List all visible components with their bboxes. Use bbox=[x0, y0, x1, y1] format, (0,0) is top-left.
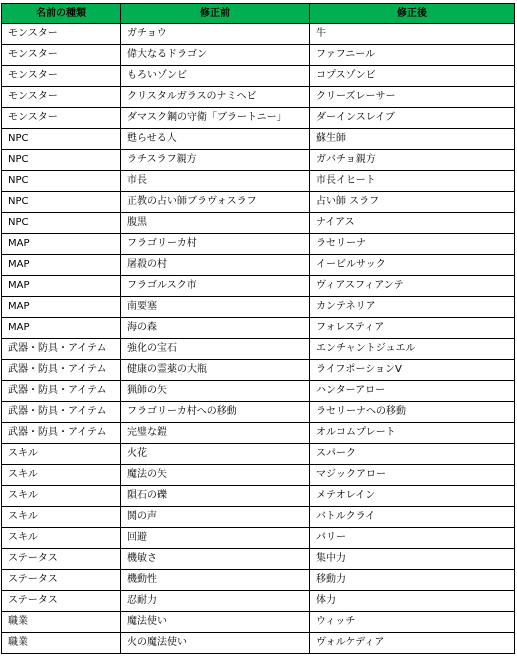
cell-name-type: 武器・防具・アイテム bbox=[2, 402, 121, 423]
table-row bbox=[2, 402, 515, 423]
cell-before: 回避 bbox=[121, 528, 310, 549]
table-row bbox=[2, 381, 515, 402]
cell-name-type: スキル bbox=[2, 528, 121, 549]
cell-after: ラセリーナ bbox=[310, 234, 515, 255]
cell-after: スパーク bbox=[310, 444, 515, 465]
cell-name-type: モンスター bbox=[2, 24, 121, 45]
cell-name-type: NPC bbox=[2, 150, 121, 171]
table-row bbox=[2, 612, 515, 633]
cell-before: ラチスラフ親方 bbox=[121, 150, 310, 171]
cell-after: カンテネリア bbox=[310, 297, 515, 318]
header-before: 修正前 bbox=[121, 4, 310, 24]
rename-table-container bbox=[1, 3, 515, 654]
table-row bbox=[2, 507, 515, 528]
cell-name-type: MAP bbox=[2, 234, 121, 255]
cell-before: 火の魔法使い bbox=[121, 633, 310, 654]
cell-name-type: NPC bbox=[2, 171, 121, 192]
cell-after: 牛 bbox=[310, 24, 515, 45]
table-row bbox=[2, 213, 515, 234]
cell-after: ダーインスレイブ bbox=[310, 108, 515, 129]
cell-before: 腹黒 bbox=[121, 213, 310, 234]
cell-before: 隕石の礫 bbox=[121, 486, 310, 507]
cell-before: ダマスク鋼の守衛「ブラートニー」 bbox=[121, 108, 310, 129]
table-row bbox=[2, 192, 515, 213]
table-row bbox=[2, 339, 515, 360]
cell-name-type: NPC bbox=[2, 129, 121, 150]
cell-name-type: 武器・防具・アイテム bbox=[2, 423, 121, 444]
cell-name-type: スキル bbox=[2, 444, 121, 465]
cell-before: フラゴリーカ村 bbox=[121, 234, 310, 255]
cell-name-type: 武器・防具・アイテム bbox=[2, 381, 121, 402]
cell-name-type: NPC bbox=[2, 213, 121, 234]
table-row bbox=[2, 45, 515, 66]
table-row bbox=[2, 129, 515, 150]
table-row bbox=[2, 486, 515, 507]
table-row bbox=[2, 423, 515, 444]
cell-after: 蘇生師 bbox=[310, 129, 515, 150]
cell-before: 市長 bbox=[121, 171, 310, 192]
cell-after: オルコムプレート bbox=[310, 423, 515, 444]
table-body bbox=[2, 24, 515, 654]
cell-name-type: 武器・防具・アイテム bbox=[2, 339, 121, 360]
cell-before: 健康の霊薬の大瓶 bbox=[121, 360, 310, 381]
cell-before: フラゴリーカ村への移動 bbox=[121, 402, 310, 423]
cell-before: もろいゾンビ bbox=[121, 66, 310, 87]
cell-name-type: 職業 bbox=[2, 633, 121, 654]
cell-before: 甦らせる人 bbox=[121, 129, 310, 150]
cell-after: ガバチョ親方 bbox=[310, 150, 515, 171]
cell-after: パリー bbox=[310, 528, 515, 549]
cell-before: 猟師の矢 bbox=[121, 381, 310, 402]
cell-before: 機動性 bbox=[121, 570, 310, 591]
table-row bbox=[2, 276, 515, 297]
table-row bbox=[2, 87, 515, 108]
cell-before: 忍耐力 bbox=[121, 591, 310, 612]
header-name-type: 名前の種類 bbox=[2, 4, 121, 24]
cell-after: ウィッチ bbox=[310, 612, 515, 633]
cell-before: 南要塞 bbox=[121, 297, 310, 318]
cell-name-type: モンスター bbox=[2, 45, 121, 66]
cell-before: 鬨の声 bbox=[121, 507, 310, 528]
cell-name-type: MAP bbox=[2, 297, 121, 318]
cell-name-type: ステータス bbox=[2, 570, 121, 591]
cell-after: イービルサック bbox=[310, 255, 515, 276]
table-row bbox=[2, 633, 515, 654]
cell-before: 完璧な鎧 bbox=[121, 423, 310, 444]
cell-before: 強化の宝石 bbox=[121, 339, 310, 360]
cell-name-type: モンスター bbox=[2, 87, 121, 108]
table-row bbox=[2, 255, 515, 276]
table-row bbox=[2, 591, 515, 612]
table-row bbox=[2, 297, 515, 318]
cell-after: 市長イヒート bbox=[310, 171, 515, 192]
cell-after: エンチャントジュエル bbox=[310, 339, 515, 360]
table-row bbox=[2, 444, 515, 465]
cell-before: クリスタルガラスのナミヘビ bbox=[121, 87, 310, 108]
cell-name-type: スキル bbox=[2, 465, 121, 486]
table-row bbox=[2, 570, 515, 591]
cell-name-type: MAP bbox=[2, 276, 121, 297]
cell-name-type: モンスター bbox=[2, 108, 121, 129]
cell-before: 海の森 bbox=[121, 318, 310, 339]
cell-name-type: 武器・防具・アイテム bbox=[2, 360, 121, 381]
cell-after: 占い師 スラフ bbox=[310, 192, 515, 213]
cell-after: ナイアス bbox=[310, 213, 515, 234]
cell-name-type: 職業 bbox=[2, 612, 121, 633]
cell-before: 機敏さ bbox=[121, 549, 310, 570]
table-row bbox=[2, 360, 515, 381]
cell-before: 火花 bbox=[121, 444, 310, 465]
cell-name-type: MAP bbox=[2, 255, 121, 276]
cell-name-type: スキル bbox=[2, 486, 121, 507]
cell-name-type: ステータス bbox=[2, 591, 121, 612]
cell-before: ガチョウ bbox=[121, 24, 310, 45]
rename-table bbox=[1, 3, 515, 654]
table-row bbox=[2, 234, 515, 255]
cell-after: バトルクライ bbox=[310, 507, 515, 528]
cell-before: 屠殺の村 bbox=[121, 255, 310, 276]
cell-after: メテオレイン bbox=[310, 486, 515, 507]
cell-name-type: MAP bbox=[2, 318, 121, 339]
table-row bbox=[2, 549, 515, 570]
table-row bbox=[2, 150, 515, 171]
cell-after: フォレスティア bbox=[310, 318, 515, 339]
cell-before: 魔法使い bbox=[121, 612, 310, 633]
cell-name-type: スキル bbox=[2, 507, 121, 528]
table-row bbox=[2, 171, 515, 192]
cell-before: 魔法の矢 bbox=[121, 465, 310, 486]
cell-after: ライフポーションV bbox=[310, 360, 515, 381]
table-row bbox=[2, 108, 515, 129]
cell-after: ラセリーナへの移動 bbox=[310, 402, 515, 423]
cell-after: マジックアロー bbox=[310, 465, 515, 486]
cell-name-type: ステータス bbox=[2, 549, 121, 570]
table-row bbox=[2, 465, 515, 486]
header-after: 修正後 bbox=[310, 4, 515, 24]
cell-before: フラゴルスク市 bbox=[121, 276, 310, 297]
cell-after: コプスゾンビ bbox=[310, 66, 515, 87]
table-row bbox=[2, 24, 515, 45]
cell-before: 正教の占い師ブラヴォスラフ bbox=[121, 192, 310, 213]
table-row bbox=[2, 318, 515, 339]
cell-after: 移動力 bbox=[310, 570, 515, 591]
cell-after: 集中力 bbox=[310, 549, 515, 570]
cell-after: ファフニール bbox=[310, 45, 515, 66]
cell-after: ヴォルケディア bbox=[310, 633, 515, 654]
table-row bbox=[2, 66, 515, 87]
cell-name-type: モンスター bbox=[2, 66, 121, 87]
cell-after: 体力 bbox=[310, 591, 515, 612]
cell-after: クリーズレーサー bbox=[310, 87, 515, 108]
cell-after: ハンターアロー bbox=[310, 381, 515, 402]
header-row bbox=[2, 4, 515, 24]
table-row bbox=[2, 528, 515, 549]
cell-before: 偉大なるドラゴン bbox=[121, 45, 310, 66]
cell-name-type: NPC bbox=[2, 192, 121, 213]
cell-after: ヴィアスフィアンテ bbox=[310, 276, 515, 297]
